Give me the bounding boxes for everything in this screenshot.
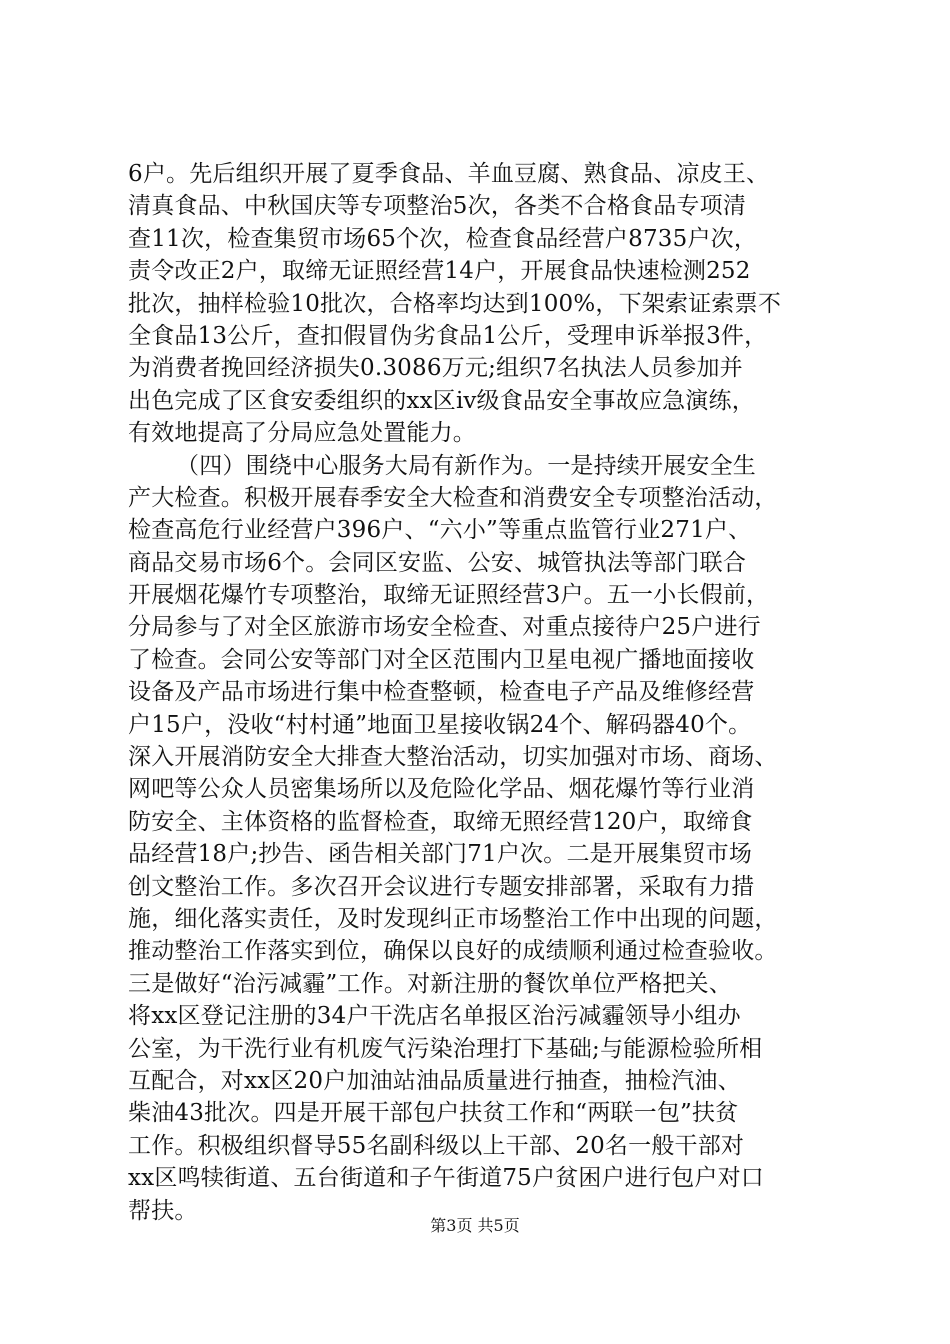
text-line-18: 户15户，没收“村村通”地面卫星接收锅24个、解码器40个。 <box>128 711 752 738</box>
text-line-27: 将xx区登记注册的34户干洗店名单报区治污减霾领导小组办 <box>128 1003 741 1030</box>
text-line-4: 责令改正2户，取缔无证照经营14户，开展食品快速检测252 <box>128 258 751 285</box>
text-line-31: 工作。积极组织督导55名副科级以上干部、20名一般干部对 <box>128 1132 745 1159</box>
text-line-16: 了检查。会同公安等部门对全区范围内卫星电视广播地面接收 <box>128 646 755 673</box>
text-line-1: 6户。先后组织开展了夏季食品、羊血豆腐、熟食品、凉皮王、 <box>128 161 770 187</box>
text-line-14: 开展烟花爆竹专项整治，取缔无证照经营3户。五一小长假前， <box>128 582 770 609</box>
text-line-3: 查11次，检查集贸市场65个次，检查食品经营户8735户次， <box>128 225 758 252</box>
document-body <box>128 158 838 1227</box>
text-line-17: 设备及产品市场进行集中检查整顿，检查电子产品及维修经营 <box>128 679 755 706</box>
text-line-15: 分局参与了对全区旅游市场安全检查、对重点接待户25户进行 <box>128 614 761 641</box>
page-number: 第3页 共5页 <box>430 1216 520 1235</box>
text-line-26: 三是做好“治污减霾”工作。对新注册的餐饮单位严格把关、 <box>128 970 732 997</box>
text-line-11: 产大检查。积极开展春季安全大检查和消费安全专项整治活动， <box>128 484 778 511</box>
text-line-28: 公室，为干洗行业有机废气污染治理打下基础;与能源检验所相 <box>128 1035 763 1062</box>
text-line-21: 防安全、主体资格的监督检查，取缔无照经营120户，取缔食 <box>128 808 753 835</box>
text-line-30: 柴油43批次。四是开展干部包户扶贫工作和“两联一包”扶贫 <box>128 1100 739 1127</box>
text-line-6: 全食品13公斤，查扣假冒伪劣食品1公斤，受理申诉举报3件， <box>128 322 768 349</box>
text-line-24: 施，细化落实责任，及时发现纠正市场整治工作中出现的问题， <box>128 905 778 932</box>
text-line-23: 创文整治工作。多次召开会议进行专题安排部署，采取有力措 <box>128 873 755 900</box>
text-line-5: 批次，抽样检验10批次，合格率均达到100%，下架索证索票不 <box>128 290 782 317</box>
text-line-12: 检查高危行业经营户396户、“六小”等重点监管行业271户、 <box>128 517 752 544</box>
text-line-19: 深入开展消防安全大排查大整治活动，切实加强对市场、商场、 <box>128 744 778 771</box>
text-line-9: 有效地提高了分局应急处置能力。 <box>128 420 476 447</box>
section-heading-line: （四）围绕中心服务大局有新作为。一是持续开展安全生 <box>176 452 756 479</box>
text-line-22: 品经营18户;抄告、函告相关部门71户次。二是开展集贸市场 <box>128 841 753 868</box>
text-line-7: 为消费者挽回经济损失0.3086万元;组织7名执法人员参加并 <box>128 355 743 382</box>
text-line-33: 帮扶。 <box>128 1197 198 1224</box>
text-line-25: 推动整治工作落实到位，确保以良好的成绩顺利通过检查验收。 <box>128 938 778 965</box>
text-line-20: 网吧等公众人员密集场所以及危险化学品、烟花爆竹等行业消 <box>128 776 755 803</box>
text-line-29: 互配合，对xx区20户加油站油品质量进行抽查，抽检汽油、 <box>128 1067 741 1094</box>
text-line-8: 出色完成了区食安委组织的xx区ⅳ级食品安全事故应急演练， <box>128 387 755 414</box>
text-line-2: 清真食品、中秋国庆等专项整治5次，各类不合格食品专项清 <box>128 193 747 220</box>
text-line-32: xx区鸣犊街道、五台街道和子午街道75户贫困户进行包户对口 <box>128 1165 765 1192</box>
text-line-13: 商品交易市场6个。会同区安监、公安、城管执法等部门联合 <box>128 549 747 576</box>
